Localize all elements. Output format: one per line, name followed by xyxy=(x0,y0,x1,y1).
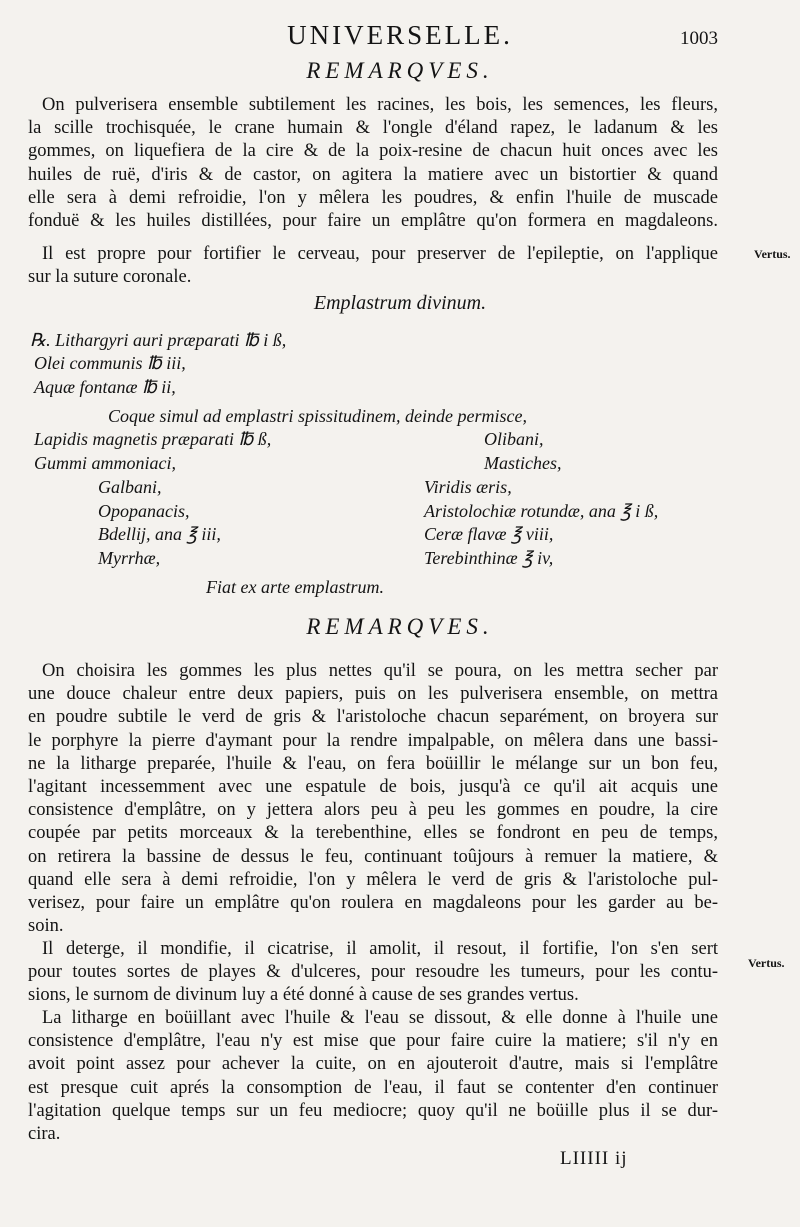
text-line: le porphyre la pierre d'aymant pour la rendre impalpable, on mêlera dans une bassi- xyxy=(28,730,718,751)
ingredient-right: Mastiches, xyxy=(484,453,562,473)
text-line: en poudre subtile le verd de gris & l'aristoloche chacun separément, on broyera sur xyxy=(28,707,718,728)
ingredient-right: Ceræ flavæ ℥ viii, xyxy=(424,524,554,544)
margin-note-virtues-1: Vertus. xyxy=(754,247,791,261)
text-line: consistence d'emplâtre, l'eau n'y est mise que pour faire cuire la matiere; s'il n'y en xyxy=(28,1031,718,1052)
ingredient-left: Myrrhæ, xyxy=(98,548,161,568)
text-line: la scille trochisquée, le crane humain & l'ongle d'éland rapez, le ladanum & les xyxy=(28,118,718,139)
text-line: avoit point assez pour achever la cuite, on en ajouteroit d'autre, mais si l'emplâtre xyxy=(28,1054,718,1075)
recipe-line: Olei communis ℔ iii, xyxy=(34,353,186,373)
text-line: ne la litharge preparée, l'huile & l'eau, on fera boüillir le mélange sur un bon feu, xyxy=(28,753,718,774)
ingredient-right: Viridis æris, xyxy=(424,477,512,497)
text-line: l'agitation quelque temps sur un feu mediocre; quoy qu'il ne boüille plus il se dur- xyxy=(28,1100,718,1121)
recipe-line: ℞. Lithargyri auri præparati ℔ i ß, xyxy=(30,330,287,350)
text-line: consistence d'emplâtre, on y jettera alors peu à peu les gommes en poudre, la cire xyxy=(28,800,718,821)
text-line: On choisira les gommes les plus nettes qu'il se poura, on les mettra secher par xyxy=(42,661,718,681)
text-line: l'agitant incessemment avec une espatule de bois, jusqu'à ce qu'il ait acquis une xyxy=(28,776,718,797)
text-line: huiles de ruë, d'iris & de castor, on agitera la matiere avec un bistortier & quand xyxy=(28,164,718,185)
page-number: 1003 xyxy=(680,28,718,49)
recipe-line: Aquæ fontanæ ℔ ii, xyxy=(34,377,176,397)
text-line: pour toutes sortes de playes & d'ulceres, pour resoudre les tumeurs, pour les contu- xyxy=(28,962,718,983)
remarks-heading-1: REMARQVES. xyxy=(306,58,494,83)
text-line: elle sera à demi refroidie, l'on y mêlera les poudres, & enfin l'huile de muscade xyxy=(28,187,718,208)
text-line: soin. xyxy=(28,916,64,937)
text-line: cira. xyxy=(28,1123,61,1144)
ingredient-left: Lapidis magnetis præparati ℔ ß, xyxy=(34,429,272,449)
text-line: sur la suture coronale. xyxy=(28,267,192,288)
text-line: La litharge en boüillant avec l'huile & l'eau se dissout, & elle donne à l'huile une xyxy=(42,1008,718,1028)
running-head: UNIVERSELLE. xyxy=(287,20,513,50)
text-line: coupée par petits morceaux & la terebenthine, elles se fondront en peu de temps, xyxy=(28,823,718,844)
text-line: On pulverisera ensemble subtilement les racines, les bois, les semences, les fleurs, xyxy=(42,95,718,115)
remarks-paragraph-1 xyxy=(28,94,718,233)
margin-note-virtues-2: Vertus. xyxy=(748,956,785,970)
recipe-title: Emplastrum divinum. xyxy=(313,292,487,314)
text-line: fonduë & les huiles distillées, pour faire un emplâtre qu'on formera en magdaleons. xyxy=(28,210,718,231)
virtues-paragraph-1 xyxy=(28,243,718,289)
text-line: Il est propre pour fortifier le cerveau, pour preserver de l'epileptie, on l'applique xyxy=(42,244,718,264)
text-line: Il deterge, il mondifie, il cicatrise, il amolit, il resout, il fortifie, l'on s'en sert xyxy=(42,939,718,959)
ingredient-left: Bdellij, ana ℥ iii, xyxy=(98,524,221,544)
text-line: une douce chaleur entre deux papiers, puis on les pulverisera ensemble, on mettra xyxy=(28,684,718,705)
remarks-paragraph-2 xyxy=(28,660,718,938)
text-line: verisez, pour faire un emplâtre qu'on roulera en magdaleons pour les garder au be- xyxy=(28,892,718,913)
signature-mark: LIIIII ij xyxy=(560,1148,628,1169)
ingredient-right: Terebinthinæ ℥ iv, xyxy=(424,548,554,568)
ingredient-left: Gummi ammoniaci, xyxy=(34,453,176,473)
ingredient-right: Olibani, xyxy=(484,429,544,449)
text-line: gommes, on liquefiera de la cire & de la poix-resine de chacun huit onces avec les xyxy=(28,141,718,162)
recipe-line: Coque simul ad emplastri spissitudinem, deinde permisce, xyxy=(108,406,527,426)
text-line: sions, le surnom de divinum luy a été donné à cause de ses grandes vertus. xyxy=(28,985,579,1006)
text-line: est presque cuit aprés la consomption de l'eau, il faut se contenter d'en continuer xyxy=(28,1077,718,1098)
closing-paragraph xyxy=(28,1007,718,1146)
text-line: on retirera la bassine de dessus le feu, continuant toûjours à remuer la matiere, & xyxy=(28,846,718,867)
ingredient-right: Aristolochiæ rotundæ, ana ℥ i ß, xyxy=(424,501,659,521)
ingredient-left: Galbani, xyxy=(98,477,162,497)
text-line: quand elle sera à demi refroidie, l'on y mêlera le verd de gris & l'aristoloche pul- xyxy=(28,869,718,890)
ingredient-left: Opopanacis, xyxy=(98,501,190,521)
virtues-paragraph-2 xyxy=(28,938,718,1008)
remarks-heading-2: REMARQVES. xyxy=(306,614,494,639)
recipe-line: Fiat ex arte emplastrum. xyxy=(206,577,384,597)
